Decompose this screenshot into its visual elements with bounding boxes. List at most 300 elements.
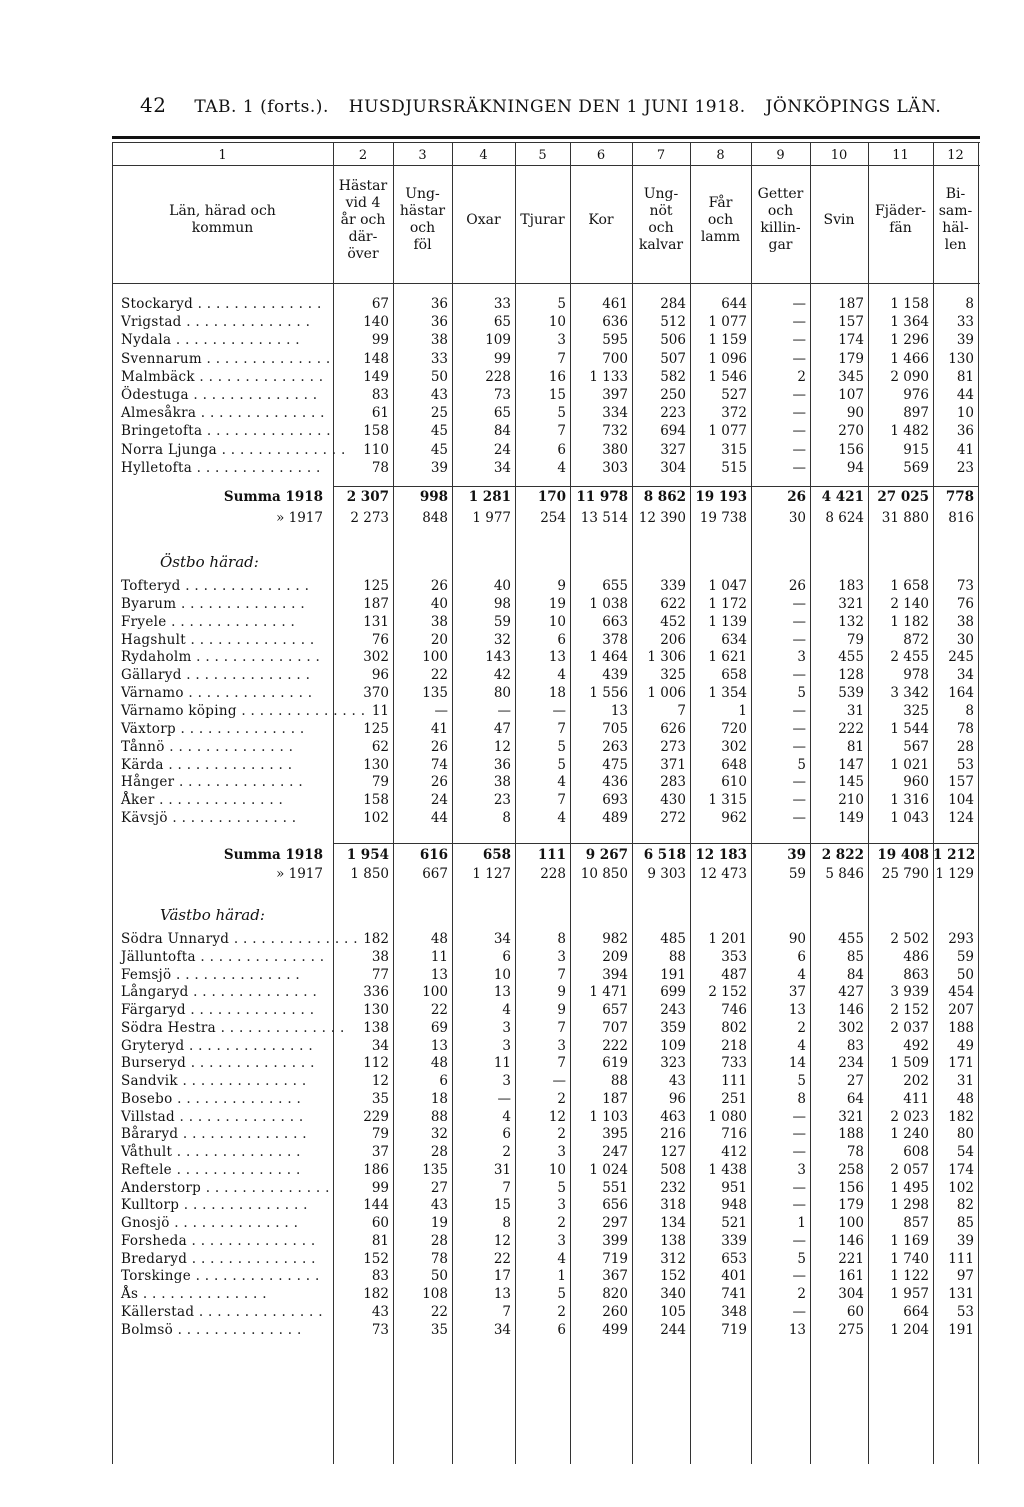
table-cell: 485	[660, 931, 686, 947]
table-cell: 3	[557, 948, 566, 965]
table-cell: 302	[721, 738, 747, 755]
table-cell: 1 546	[708, 368, 747, 385]
municipality-name	[121, 984, 331, 1000]
table-cell: 978	[903, 667, 929, 684]
leader-dots: . . . . . . . . . . . . . .	[193, 296, 322, 312]
table-cell: 664	[903, 1303, 929, 1320]
table-cell: 140	[363, 314, 389, 331]
table-cell: 915	[903, 441, 929, 458]
table-cell: 23	[956, 459, 974, 476]
table-cell: 1 240	[890, 1126, 929, 1143]
table-cell: 96	[371, 667, 389, 684]
municipality-label: Sandvik	[121, 1073, 178, 1089]
table-cell: 128	[838, 667, 864, 684]
table-cell: 951	[721, 1179, 747, 1196]
municipality-label: Hagshult	[121, 631, 186, 648]
table-row	[0, 578, 1024, 596]
table-cell: 110	[363, 441, 389, 458]
table-cell: 13	[548, 649, 566, 666]
municipality-name	[121, 1019, 345, 1036]
table-cell: 7	[557, 1055, 566, 1072]
table-cell: 45	[430, 423, 448, 440]
table-cell: 60	[846, 1303, 864, 1320]
table-cell: 297	[602, 1215, 628, 1231]
table-cell: 569	[903, 459, 929, 476]
table-cell: —	[792, 810, 806, 827]
table-cell: 802	[721, 1019, 747, 1036]
table-row	[0, 1180, 1024, 1198]
table-cell: 582	[660, 368, 686, 385]
municipality-name	[121, 1197, 331, 1213]
table-row	[0, 1215, 1024, 1233]
table-cell: 38	[493, 774, 511, 791]
leader-dots: . . . . . . . . . . . . . .	[154, 792, 284, 809]
table-cell: —	[792, 595, 806, 612]
table-cell: 88	[430, 1108, 448, 1125]
table-cell: 152	[363, 1250, 389, 1267]
table-cell: 857	[903, 1215, 929, 1231]
table-cell: 1 977	[472, 510, 511, 526]
table-cell: 6	[502, 1126, 511, 1143]
column-header-line: Hästar	[338, 177, 388, 194]
table-cell: 107	[838, 387, 864, 403]
table-cell: 1 158	[890, 296, 929, 312]
table-cell: 161	[838, 1268, 864, 1285]
table-cell: 315	[721, 441, 747, 458]
table-cell: 102	[948, 1179, 974, 1196]
table-row	[0, 1268, 1024, 1286]
table-cell: 658	[482, 847, 511, 863]
table-cell: 6	[557, 1321, 566, 1338]
table-cell: —	[792, 405, 806, 422]
municipality-name	[121, 1233, 331, 1249]
table-cell: 41	[956, 441, 974, 458]
table-cell: 304	[660, 459, 686, 476]
leader-dots: . . . . . . . . . . . . . .	[171, 966, 301, 983]
municipality-name	[121, 1055, 331, 1071]
leader-dots: . . . . . . . . . . . . . .	[187, 1250, 316, 1267]
table-cell: 15	[548, 387, 566, 403]
table-cell: 4	[797, 1037, 806, 1054]
table-cell: 222	[602, 1037, 628, 1054]
table-cell: 79	[846, 631, 864, 648]
municipality-label: Tofteryd	[121, 578, 181, 594]
table-cell: 76	[956, 595, 974, 612]
table-cell: 610	[721, 774, 747, 791]
table-cell: 487	[721, 966, 747, 983]
table-cell: 11	[493, 1055, 511, 1072]
summary-row	[0, 489, 1024, 507]
table-cell: 62	[371, 738, 389, 755]
municipality-name	[121, 614, 331, 630]
table-cell: 663	[602, 613, 628, 630]
table-cell: 1 096	[708, 350, 747, 367]
table-cell: 157	[948, 774, 974, 791]
table-cell: 31	[493, 1161, 511, 1178]
leader-dots: . . . . . . . . . . . . . .	[186, 1055, 315, 1072]
table-cell: 23	[493, 792, 511, 809]
table-cell: 3	[557, 1037, 566, 1054]
table-cell: 144	[363, 1197, 389, 1214]
table-cell: 8	[502, 810, 511, 827]
top-rule-thin	[112, 142, 980, 143]
table-cell: 2	[797, 368, 806, 385]
table-cell: 648	[721, 756, 747, 773]
table-cell: 191	[660, 966, 686, 983]
column-header-line: Fjäder-	[874, 203, 927, 219]
table-cell: 81	[371, 1232, 389, 1249]
leader-dots: . . . . . . . . . . . . . .	[185, 631, 315, 648]
municipality-name	[121, 931, 358, 947]
table-cell: 293	[948, 931, 974, 947]
column-header	[112, 203, 333, 237]
table-cell: 1 201	[708, 931, 747, 947]
table-cell: —	[792, 1303, 806, 1320]
leader-dots: . . . . . . . . . . . . . .	[169, 1215, 299, 1231]
table-cell: 397	[602, 387, 628, 403]
table-cell: 1	[797, 1215, 806, 1231]
table-cell: 30	[788, 510, 806, 526]
summary-label: » 1917	[276, 866, 323, 882]
table-cell: 32	[430, 1126, 448, 1143]
table-cell: 254	[540, 510, 566, 526]
column-header-line: Ung-	[405, 186, 440, 202]
table-cell: —	[792, 1126, 806, 1143]
region-title: JÖNKÖPINGS LÄN.	[765, 97, 942, 117]
table-row	[0, 931, 1024, 949]
table-cell: 1 850	[350, 866, 389, 882]
municipality-label: Forsheda	[121, 1232, 187, 1249]
table-cell: 1 354	[708, 685, 747, 702]
table-cell: 31 880	[881, 510, 929, 526]
table-cell: 1 438	[708, 1161, 747, 1178]
column-header-line: kalvar	[638, 237, 684, 253]
table-cell: 508	[660, 1161, 686, 1178]
table-cell: 634	[721, 631, 747, 648]
table-cell: 463	[660, 1108, 686, 1125]
table-cell: 22	[493, 1250, 511, 1267]
table-cell: 228	[540, 866, 566, 882]
municipality-name	[121, 685, 331, 701]
table-cell: 6	[557, 441, 566, 458]
table-cell: 699	[660, 984, 686, 1001]
table-cell: 174	[838, 332, 864, 349]
table-cell: 2	[557, 1303, 566, 1320]
table-cell: 304	[838, 1286, 864, 1302]
table-cell: 36	[956, 423, 974, 440]
leader-dots: . . . . . . . . . . . . . .	[164, 738, 294, 755]
table-row	[0, 703, 1024, 721]
table-cell: 5	[797, 1073, 806, 1089]
table-cell: 36	[493, 756, 511, 773]
column-header	[333, 178, 393, 263]
table-cell: 11	[371, 702, 389, 719]
column-header-line: och	[409, 220, 436, 236]
table-cell: 25	[430, 405, 448, 422]
table-cell: 8	[557, 931, 566, 947]
table-cell: 370	[363, 685, 389, 702]
municipality-label: Södra Hestra	[121, 1019, 217, 1036]
leader-dots: . . . . . . . . . . . . . .	[202, 423, 331, 440]
table-cell: 223	[660, 405, 686, 422]
municipality-label: Åker	[121, 792, 155, 809]
table-cell: 1 471	[589, 984, 628, 1001]
column-number: 12	[947, 148, 964, 163]
table-cell: 345	[838, 368, 864, 385]
table-cell: 321	[838, 1108, 864, 1125]
table-cell: 77	[371, 966, 389, 983]
table-cell: 3	[557, 1197, 566, 1214]
table-cell: 157	[838, 314, 864, 331]
table-cell: 13 514	[580, 510, 628, 526]
table-cell: 439	[602, 667, 628, 684]
municipality-name	[121, 405, 331, 421]
table-cell: 138	[363, 1019, 389, 1036]
table-cell: 302	[838, 1019, 864, 1036]
municipality-name	[121, 387, 331, 403]
column-header-line: Oxar	[466, 211, 501, 228]
table-cell: 263	[602, 738, 628, 755]
table-cell: 4	[797, 966, 806, 983]
leader-dots: . . . . . . . . . . . . . .	[174, 774, 303, 791]
table-cell: 2	[557, 1215, 566, 1231]
table-cell: 260	[602, 1303, 628, 1320]
table-cell: 80	[956, 1126, 974, 1143]
table-cell: 270	[838, 423, 864, 440]
table-cell: 221	[838, 1250, 864, 1267]
table-cell: 99	[371, 332, 389, 349]
table-cell: 1 080	[708, 1108, 747, 1125]
table-cell: —	[792, 314, 806, 331]
table-cell: 5	[797, 756, 806, 773]
page-title: HUSDJURSRÄKNINGEN DEN 1 JUNI 1918.	[348, 97, 746, 117]
table-cell: 130	[363, 1002, 389, 1018]
municipality-name	[121, 774, 331, 790]
leader-dots: . . . . . . . . . . . . . .	[201, 1179, 330, 1196]
column-number: 2	[358, 148, 368, 163]
table-cell: 325	[903, 702, 929, 719]
table-cell: 10 850	[580, 866, 628, 882]
table-cell: 2 140	[890, 595, 929, 612]
table-cell: 1 127	[472, 866, 511, 882]
leader-dots: . . . . . . . . . . . . . .	[176, 595, 305, 612]
table-cell: 64	[846, 1090, 864, 1107]
leader-dots: . . . . . . . . . . . . . .	[171, 332, 300, 349]
municipality-label: Tånnö	[121, 738, 165, 755]
table-cell: 394	[602, 966, 628, 983]
table-cell: 705	[602, 720, 628, 737]
column-header-line: Tjurar	[520, 211, 565, 228]
column-number: 1	[218, 148, 227, 163]
table-cell: 284	[660, 296, 686, 312]
table-cell: 275	[838, 1321, 864, 1338]
column-header	[515, 212, 570, 229]
table-cell: 234	[838, 1055, 864, 1072]
municipality-label: Reftele	[121, 1161, 172, 1178]
table-cell: 37	[371, 1144, 389, 1160]
table-cell: 186	[363, 1161, 389, 1178]
table-cell: 7	[502, 1179, 511, 1196]
table-cell: 40	[493, 578, 511, 594]
table-cell: 149	[838, 810, 864, 827]
table-cell: 2	[502, 1144, 511, 1160]
column-header-line: och	[707, 211, 734, 228]
table-cell: 22	[430, 667, 448, 684]
table-cell: 1 133	[589, 368, 628, 385]
table-cell: 489	[602, 810, 628, 827]
table-cell: 527	[721, 387, 747, 403]
municipality-label: Värnamo	[121, 685, 184, 702]
table-cell: 644	[721, 296, 747, 312]
table-cell: 109	[485, 332, 511, 349]
table-cell: 658	[721, 667, 747, 684]
table-cell: 84	[846, 966, 864, 983]
table-cell: 619	[602, 1055, 628, 1072]
municipality-label: Södra Unnaryd	[121, 931, 230, 947]
table-cell: 187	[838, 296, 864, 312]
table-cell: 1 621	[708, 649, 747, 666]
table-cell: 48	[956, 1090, 974, 1107]
municipality-label: Hånger	[121, 774, 175, 791]
table-cell: 2 152	[890, 1002, 929, 1018]
leader-dots: . . . . . . . . . . . . . .	[181, 314, 311, 331]
table-row	[0, 1144, 1024, 1162]
table-cell: 4	[557, 459, 566, 476]
table-cell: 73	[371, 1321, 389, 1338]
table-cell: 31	[956, 1073, 974, 1089]
table-cell: 11 978	[576, 489, 628, 505]
municipality-label: Båraryd	[121, 1126, 179, 1143]
municipality-label: Kärda	[121, 756, 164, 773]
column-header-line: killin-	[760, 220, 801, 236]
table-cell: 210	[838, 792, 864, 809]
table-row	[0, 984, 1024, 1002]
table-cell: 148	[363, 350, 389, 367]
table-row	[0, 810, 1024, 828]
table-cell: 12 390	[638, 510, 686, 526]
municipality-label: Jälluntofta	[121, 948, 196, 965]
table-cell: 9	[557, 984, 566, 1001]
leader-dots: . . . . . . . . . . . . . .	[188, 984, 318, 1001]
table-cell: 94	[846, 459, 864, 476]
municipality-name	[121, 578, 331, 594]
table-cell: 78	[846, 1144, 864, 1160]
table-cell: 37	[788, 984, 806, 1001]
table-cell: 8	[965, 296, 974, 312]
table-cell: 1 024	[589, 1161, 628, 1178]
section-title: Östbo härad:	[160, 553, 259, 571]
table-cell: 3	[797, 1161, 806, 1178]
table-cell: 41	[430, 720, 448, 737]
table-row	[0, 1286, 1024, 1304]
table-cell: 13	[610, 702, 628, 719]
column-number: 3	[418, 148, 427, 163]
table-cell: 327	[660, 441, 686, 458]
table-cell: 372	[721, 405, 747, 422]
table-cell: 9	[557, 1002, 566, 1018]
table-cell: 44	[430, 810, 448, 827]
table-cell: 247	[602, 1144, 628, 1160]
table-cell: —	[792, 1179, 806, 1196]
table-cell: 228	[485, 368, 511, 385]
table-cell: 35	[430, 1321, 448, 1338]
column-header-line: Bi-	[945, 186, 966, 202]
table-cell: 1 954	[346, 847, 389, 863]
table-cell: 1 103	[589, 1108, 628, 1125]
table-cell: 515	[721, 459, 747, 476]
table-cell: 222	[838, 720, 864, 737]
table-cell: 716	[721, 1126, 747, 1143]
table-cell: 12	[371, 1073, 389, 1089]
table-cell: 26	[430, 774, 448, 791]
table-cell: —	[792, 441, 806, 458]
table-cell: 3	[502, 1037, 511, 1054]
table-cell: 1 159	[708, 332, 747, 349]
table-cell: 131	[363, 613, 389, 630]
municipality-name	[121, 441, 346, 458]
leader-dots: . . . . . . . . . . . . . .	[194, 368, 324, 385]
column-header-line: vid 4	[345, 194, 381, 211]
table-row	[0, 1126, 1024, 1144]
table-cell: 13	[430, 966, 448, 983]
table-cell: 816	[948, 510, 974, 526]
leader-dots: . . . . . . . . . . . . . .	[217, 441, 346, 458]
table-cell: 7	[557, 1019, 566, 1036]
table-cell: 13	[493, 1286, 511, 1302]
column-number: 8	[716, 148, 725, 163]
municipality-name	[121, 596, 331, 612]
municipality-name	[121, 757, 331, 773]
table-cell: 156	[838, 441, 864, 458]
table-cell: 283	[660, 774, 686, 791]
municipality-label: Almesåkra	[121, 405, 197, 422]
table-cell: 27 025	[877, 489, 929, 505]
table-cell: 312	[660, 1250, 686, 1267]
leader-dots: . . . . . . . . . . . . . .	[167, 810, 297, 827]
column-header-line: Getter	[757, 186, 804, 202]
column-header-line: kommun	[191, 220, 254, 236]
column-header-line: sam-	[938, 203, 973, 219]
table-cell: 12	[548, 1108, 566, 1125]
municipality-name	[121, 1073, 331, 1089]
table-cell: 848	[422, 510, 448, 526]
table-cell: —	[792, 1197, 806, 1214]
table-cell: 251	[721, 1090, 747, 1107]
table-cell: 1 658	[890, 578, 929, 594]
leader-dots: . . . . . . . . . . . . . .	[229, 931, 358, 947]
table-cell: 6	[439, 1073, 448, 1089]
table-cell: 1 169	[890, 1232, 929, 1249]
leader-dots: . . . . . . . . . . . . . .	[186, 1232, 316, 1249]
table-cell: 3 342	[890, 685, 929, 702]
table-cell: 395	[602, 1126, 628, 1143]
table-cell: 1 296	[890, 332, 929, 349]
table-cell: 34	[371, 1037, 389, 1054]
table-cell: 399	[602, 1232, 628, 1249]
table-cell: 2 023	[890, 1108, 929, 1125]
table-cell: 719	[721, 1321, 747, 1338]
table-cell: 273	[660, 738, 686, 755]
table-cell: 99	[371, 1179, 389, 1196]
table-cell: 6	[557, 631, 566, 648]
municipality-label: Bringetofta	[121, 423, 203, 440]
table-cell: 164	[948, 685, 974, 702]
leader-dots: . . . . . . . . . . . . . .	[180, 578, 310, 594]
table-cell: 1 306	[647, 649, 686, 666]
table-cell: 125	[363, 578, 389, 594]
leader-dots: . . . . . . . . . . . . . .	[196, 405, 325, 422]
table-cell: 26	[788, 578, 806, 594]
